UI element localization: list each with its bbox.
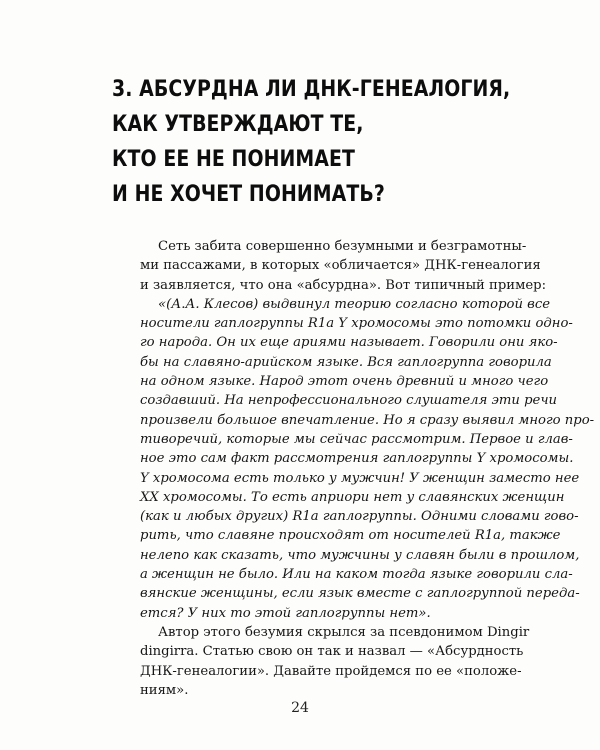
text-line: ниям».	[140, 682, 189, 698]
heading-line: КАК УТВЕРЖДАЮТ ТЕ,	[112, 111, 364, 137]
quote-line: XX хромосомы. То есть априори нет у славянских женщин	[140, 489, 565, 505]
chapter-heading	[112, 72, 511, 212]
quote-line: создавший. На непрофессионального слушателя эти речи	[140, 393, 558, 409]
text-line: Автор этого безумия скрылся за псевдонимом Dingir	[158, 624, 530, 640]
quote-line: рить, что славяне происходят от носителей R1a, также	[140, 528, 561, 544]
text-line: dingirra. Статью свою он так и назвал — «Абсурдность	[140, 644, 524, 660]
text-line: ми пассажами, в которых «обличается» ДНК-генеалогия	[140, 258, 541, 274]
body-text	[140, 237, 595, 700]
quote-line: произвели большое впечатление. Но я сразу выявил много про-	[140, 412, 595, 428]
text-line: Сеть забита совершенно безумными и безграмотны-	[158, 239, 527, 254]
quote-line: го народа. Он их еще ариями называет. Говорили они яко-	[140, 335, 558, 351]
heading-line: 3. АБСУРДНА ЛИ ДНК-ГЕНЕАЛОГИЯ,	[112, 76, 511, 102]
page-number: 24	[291, 700, 309, 716]
heading-line: КТО ЕЕ НЕ ПОНИМАЕТ	[112, 146, 355, 172]
text-line: ДНК-генеалогии». Давайте пройдемся по ее «положе-	[140, 663, 522, 679]
quote-line: вянские женщины, если язык вместе с гаплогруппой переда-	[140, 586, 580, 602]
quote-line: на одном языке. Народ этот очень древний и много чего	[140, 374, 549, 390]
quote-line: ное это сам факт рассмотрения гаплогруппы Y хромосомы.	[140, 451, 574, 467]
quote-line: нелепо как сказать, что мужчины у славян были в прошлом,	[140, 547, 580, 563]
intro-paragraph	[140, 237, 547, 295]
quote-line: тиворечий, которые мы сейчас рассмотрим. Первое и глав-	[140, 431, 573, 447]
quote-line: а женщин не было. Или на каком тогда языке говорили сла-	[140, 567, 573, 583]
quote-line: носители гаплогруппы R1a Y хромосомы это потомки одно-	[140, 316, 573, 332]
quote-line: «(А.А. Клесов) выдвинул теорию согласно которой все	[158, 296, 551, 312]
quote-line: (как и любых других) R1a гаплогруппы. Одними словами гово-	[140, 509, 579, 525]
quote-line: ется? У них то этой гаплогруппы нет».	[140, 605, 431, 621]
text-line: и заявляется, что она «абсурдна». Вот типичный пример:	[140, 277, 547, 293]
quote-line: Y хромосома есть только у мужчин! У женщин заместо нее	[140, 470, 580, 486]
heading-line: И НЕ ХОЧЕТ ПОНИМАТЬ?	[112, 181, 385, 207]
quote-line: бы на славяно-арийском языке. Вся гаплогруппа говорила	[140, 354, 552, 370]
quote-paragraph	[140, 295, 595, 623]
closing-paragraph	[140, 623, 530, 700]
